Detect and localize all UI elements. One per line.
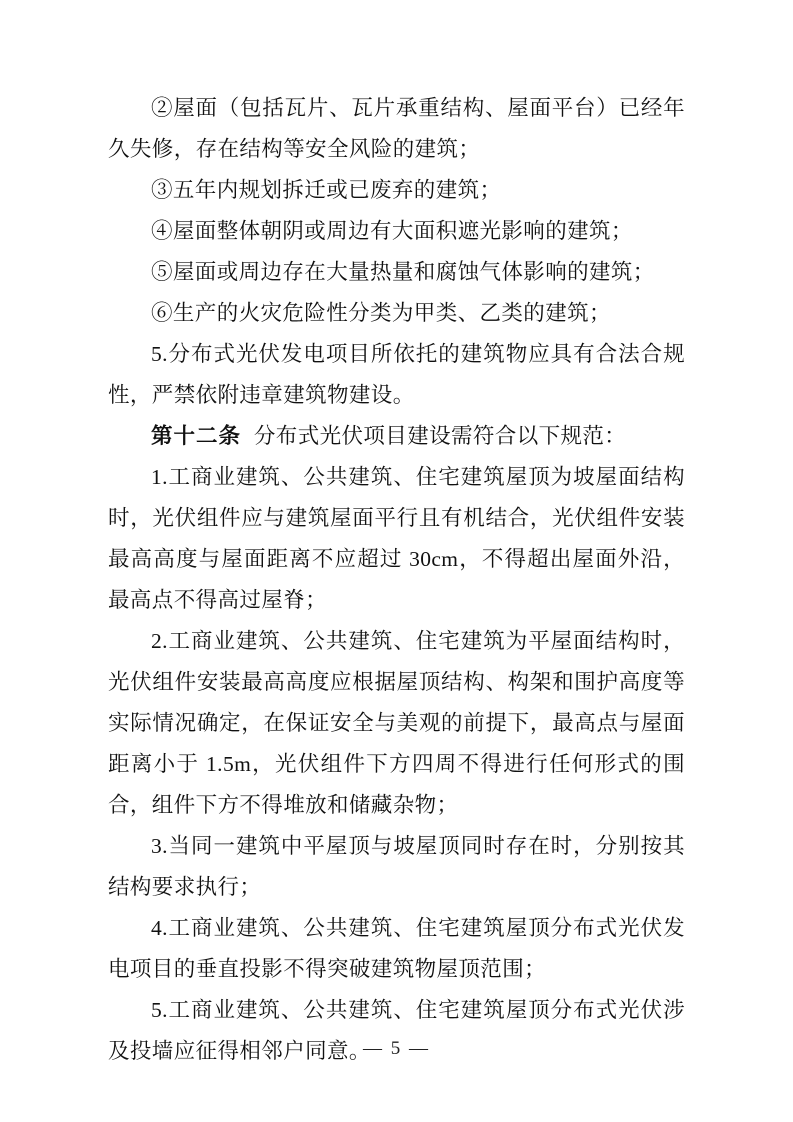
paragraph-item-6: ⑥生产的火灾危险性分类为甲类、乙类的建筑； [151,301,611,325]
article-item-1: 1.工商业建筑、公共建筑、住宅建筑屋顶为坡屋面结构时，光伏组件应与建筑屋面平行且有机结合，光伏组件安装最高高度与屋面距离不应超过 30cm，不得超出屋面外沿，最高点不得高过屋脊； [108,465,685,612]
page-number: — 5 — [363,1038,430,1059]
article-label: 第十二条 [151,424,242,448]
article-heading [108,416,685,457]
paragraph-item-3: ③五年内规划拆迁或已废弃的建筑； [151,178,502,202]
article-item-5: 5.工商业建筑、公共建筑、住宅建筑屋顶分布式光伏涉及投墙应征得相邻户同意。 [108,998,685,1063]
paragraph-item-5: ⑤屋面或周边存在大量热量和腐蚀气体影响的建筑； [151,260,655,284]
article-item-4: 4.工商业建筑、公共建筑、住宅建筑屋顶分布式光伏发电项目的垂直投影不得突破建筑物屋顶范围； [108,916,685,981]
paragraph-item-2: ②屋面（包括瓦片、瓦片承重结构、屋面平台）已经年久失修，存在结构等安全风险的建筑； [108,96,685,161]
paragraph-item-4: ④屋面整体朝阴或周边有大面积遮光影响的建筑； [151,219,633,243]
paragraph-item-5-compliance: 5.分布式光伏发电项目所依托的建筑物应具有合法合规性，严禁依附违章建筑物建设。 [108,342,685,407]
document-body [108,88,685,1072]
article-item-3: 3.当同一建筑中平屋顶与坡屋顶同时存在时，分别按其结构要求执行； [108,834,685,899]
article-lead-text: 分布式光伏项目建设需符合以下规范： [253,424,627,448]
article-item-2: 2.工商业建筑、公共建筑、住宅建筑为平屋面结构时，光伏组件安装最高高度应根据屋顶结构、构架和围护高度等实际情况确定，在保证安全与美观的前提下，最高点与屋面距离小于 1.5m，光伏组件下方四周不得进行任何形式的围合，组件下方不得堆放和储藏杂物； [108,629,685,817]
